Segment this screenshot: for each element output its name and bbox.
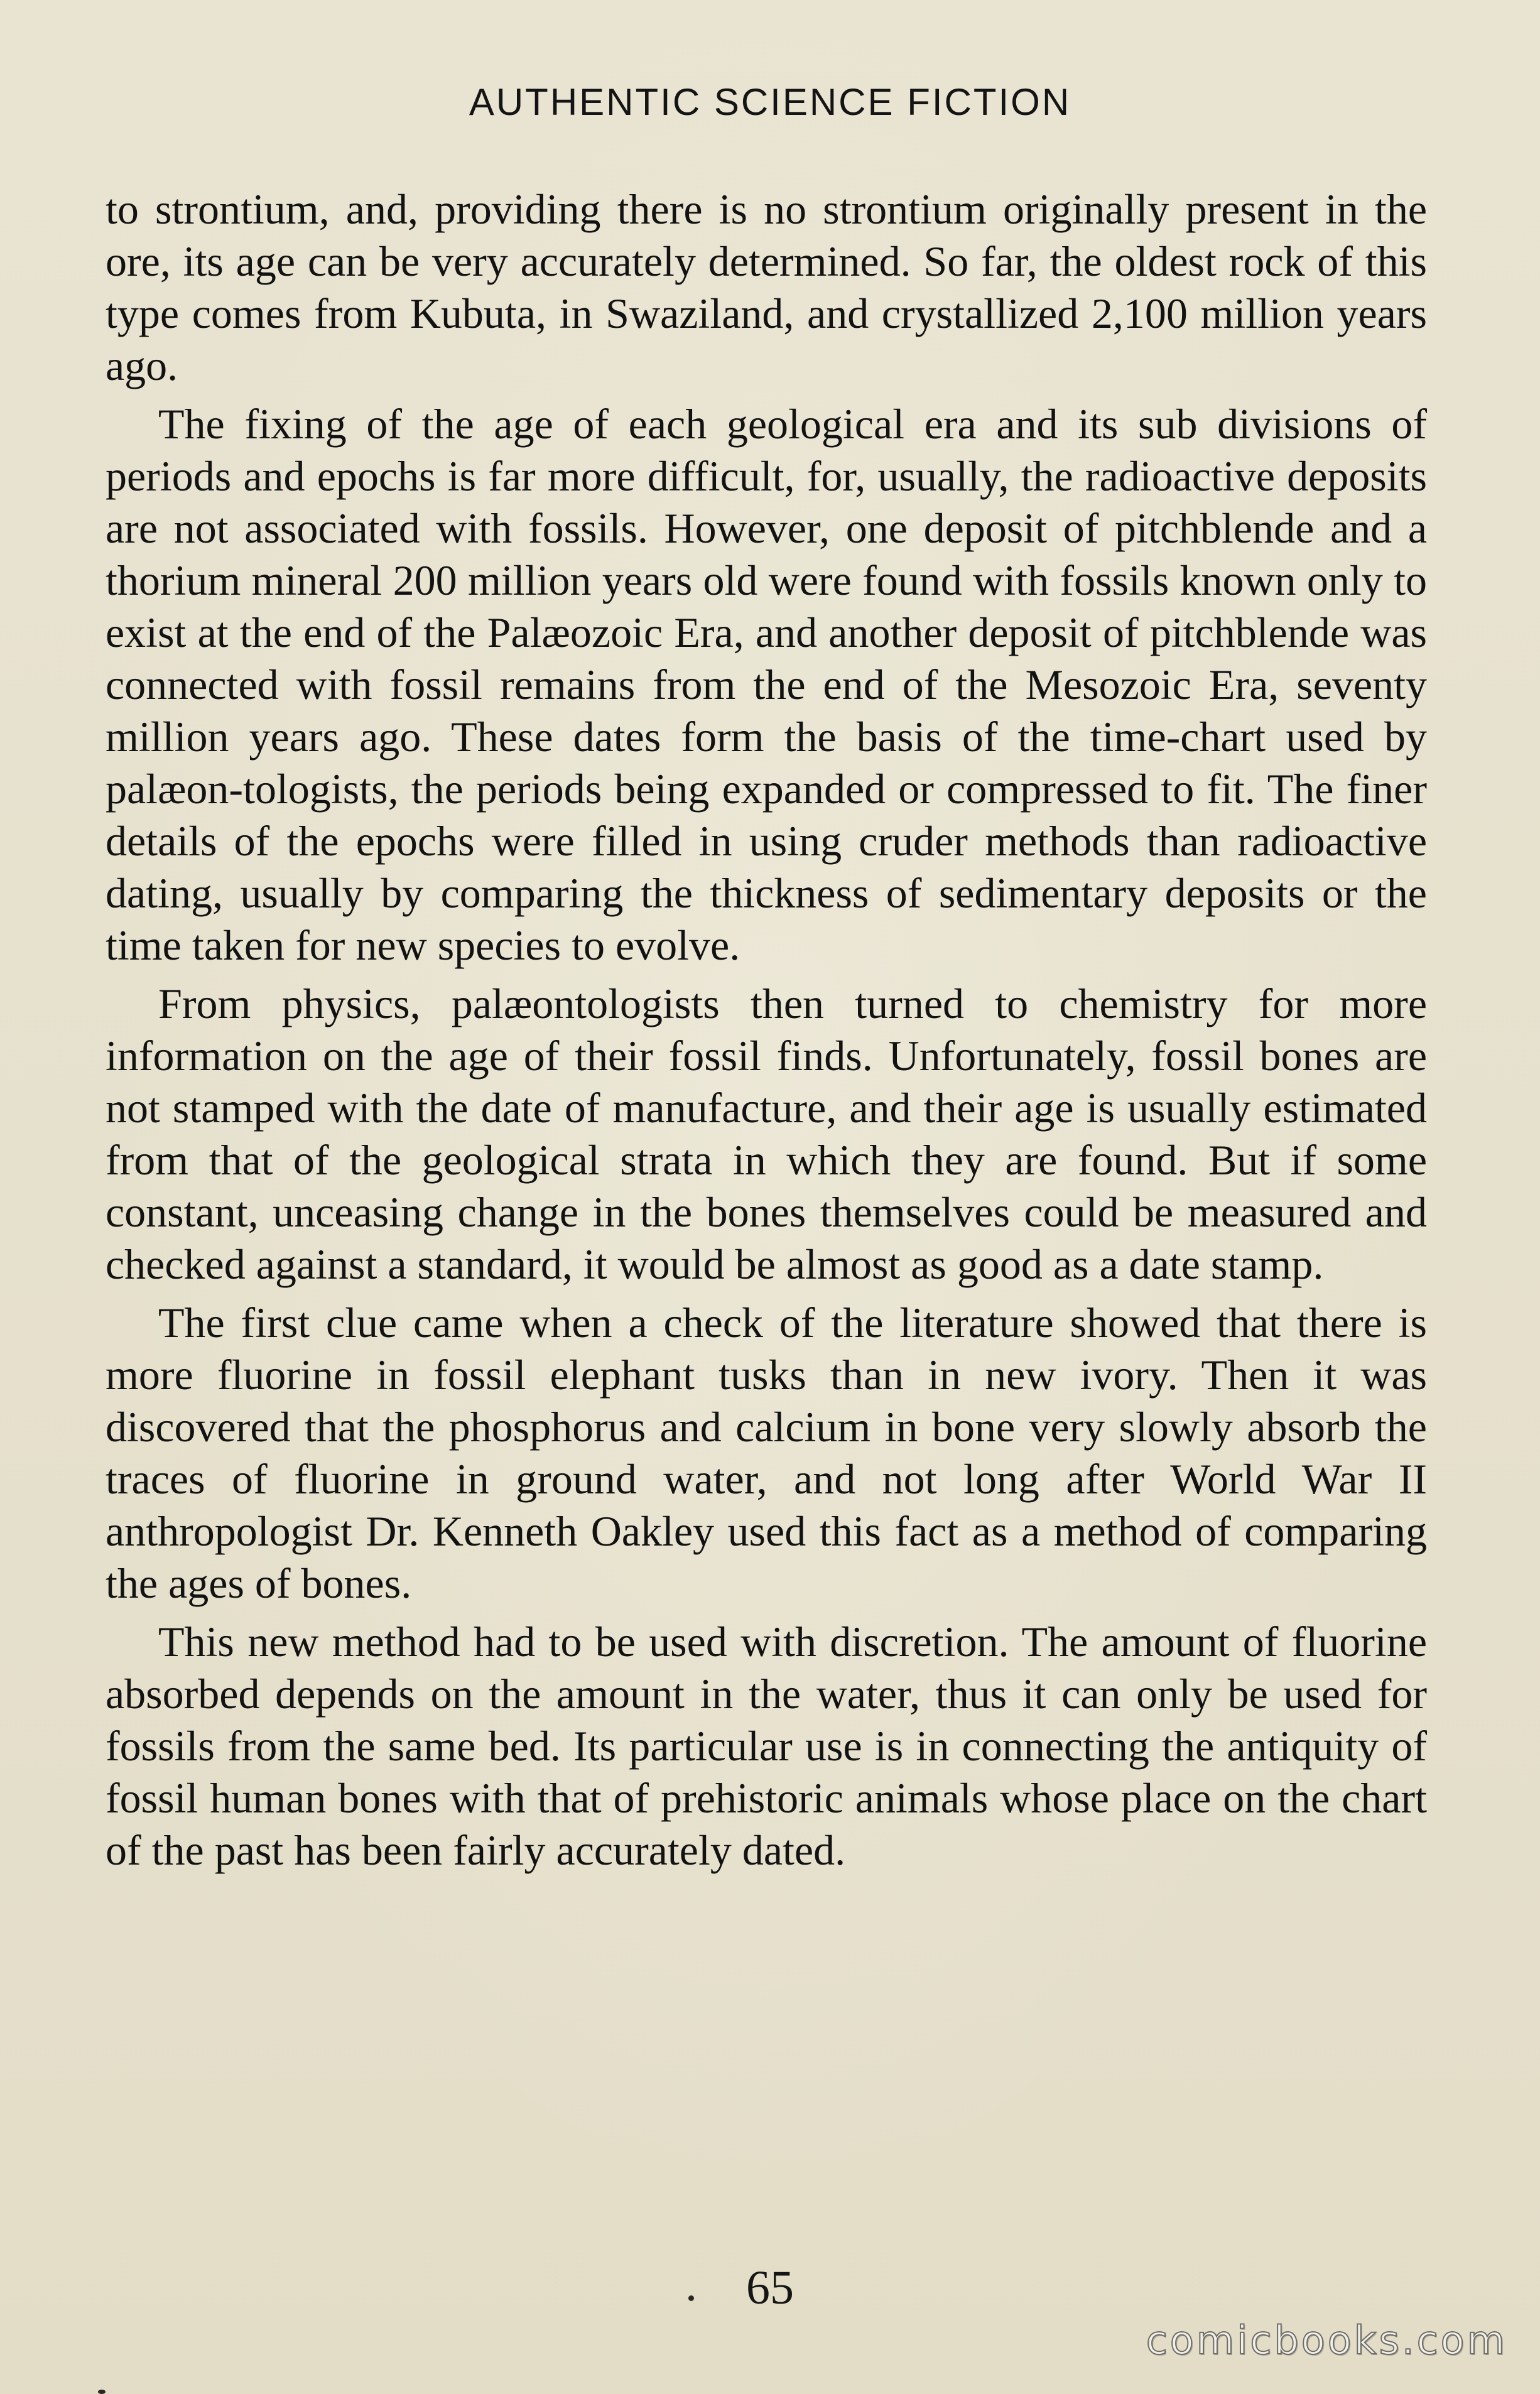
paragraph-1: to strontium, and, providing there is no strontium originally present in the ore, its age can be very accurately determined. So far, the oldest rock of this type comes from Kubuta, in Swaziland, and crystallized 2,100 million years ago. bbox=[106, 185, 1427, 389]
page-number: 65 bbox=[746, 2261, 794, 2314]
paragraph-2: The fixing of the age of each geological era and its sub divisions of periods and epochs is far more difficult, for, usually, the radioactive deposits are not associated with fossils. However, one deposit of pitchblende and a thorium mineral 200 million years old were found with fossils known only to exist at the end of the Palæozoic Era, and another deposit of pitchblende was connected with fossil remains from the end of the Mesozoic Era, seventy million years ago. These dates form the basis of the time-chart used by palæon-tologists, the periods being expanded or compressed to fit. The finer details of the epochs were filled in using cruder methods than radioactive dating, usually by comparing the thickness of sedimentary deposits or the time taken for new species to evolve. bbox=[106, 400, 1427, 969]
running-head: AUTHENTIC SCIENCE FICTION bbox=[469, 81, 1071, 123]
paragraph-4: The first clue came when a check of the literature showed that there is more fluorine in fossil elephant tusks than in new ivory. Then it was discovered that the phosphorus and calcium in bone very slowly absorb the traces of fluorine in ground water, and not long after World War II anthropologist Dr. Kenneth Oakley used this fact as a method of comparing the ages of bones. bbox=[106, 1299, 1427, 1607]
body-text bbox=[106, 183, 1427, 1883]
paragraph-5: This new method had to be used with discretion. The amount of fluorine absorbed depends on the amount in the water, thus it can only be used for fossils from the same bed. Its particular use is in connecting the antiquity of fossil human bones with that of prehistoric animals whose place on the chart of the past has been fairly accurately dated. bbox=[106, 1618, 1427, 1874]
ink-speck bbox=[98, 2390, 106, 2394]
watermark: comicbooks.com bbox=[1146, 2317, 1507, 2363]
paragraph-3: From physics, palæontologists then turned to chemistry for more information on the age of their fossil finds. Unfortunately, fossil bones are not stamped with the date of manufacture, and their age is usually estimated from that of the geological strata in which they are found. But if some constant, unceasing change in the bones themselves could be measured and checked against a standard, it would be almost as good as a date stamp. bbox=[106, 980, 1427, 1288]
ink-speck bbox=[688, 2295, 694, 2301]
